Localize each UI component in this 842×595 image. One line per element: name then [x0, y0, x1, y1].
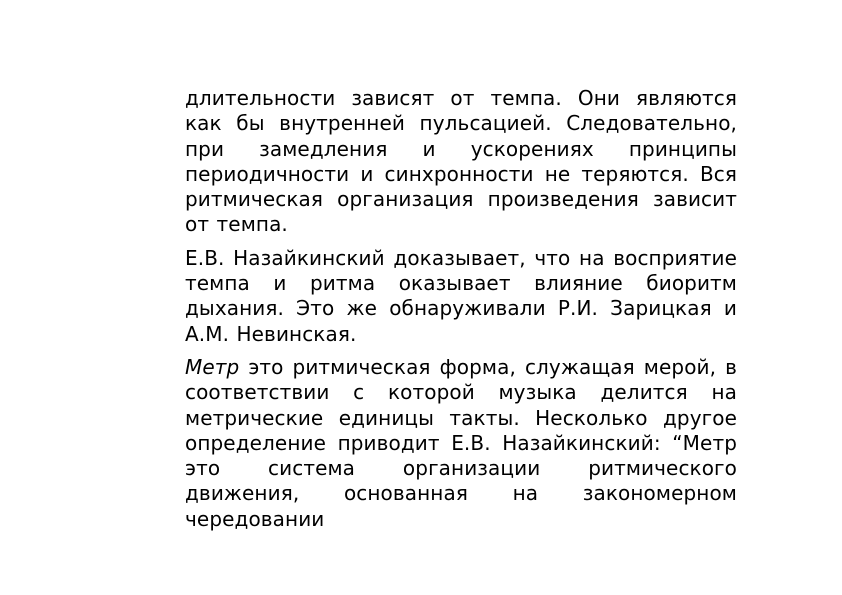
paragraph-tempo [185, 86, 737, 238]
paragraph-biorhythm [185, 246, 737, 347]
paragraph-text: Е.В. Назайкинский доказывает, что на восприятие темпа и ритма оказывает влияние биоритм дыхания. Это же обнаруживали Р.И. Зарицкая и А.М. Невинская. [185, 245, 737, 346]
term-meter: Метр [185, 354, 240, 379]
paragraph-text: это ритмическая форма, служащая мерой, в соответствии с которой музыка делится на метрические единицы такты. Несколько другое определение приводит Е.В. Назайкинский: “Метр это система организации ритмического движения, основанная на закономерном чередовании [185, 354, 737, 531]
paragraph-text: длительности зависят от темпа. Они являются как бы внутренней пульсацией. Следовательно, при замедления и ускорениях принципы периодичности и синхронности не теряются. Вся ритмическая организация произведения зависит от темпа. [185, 86, 737, 237]
text-body [185, 86, 737, 532]
paragraph-meter [185, 355, 737, 532]
